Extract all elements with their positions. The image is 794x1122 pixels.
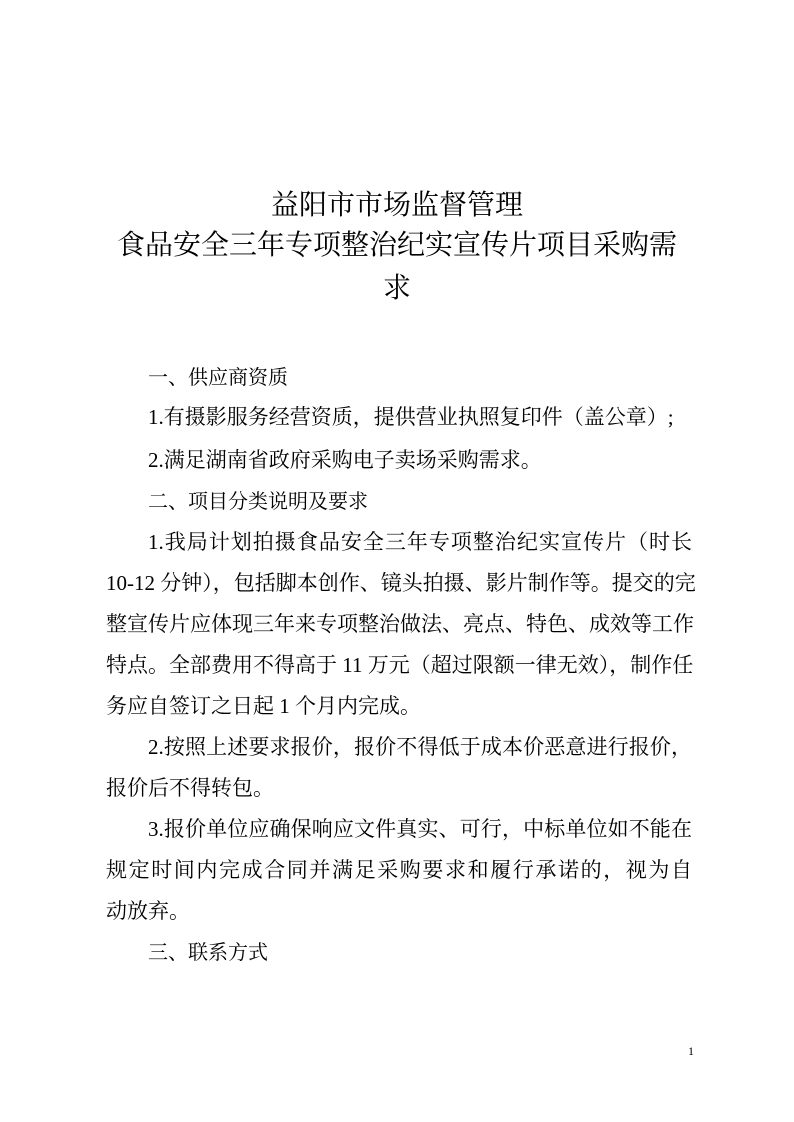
title-line-2: 食品安全三年专项整治纪实宣传片项目采购需 <box>116 228 677 261</box>
paragraph-line: 1.我局计划拍摄食品安全三年专项整治纪实宣传片（时长 <box>148 530 692 554</box>
paragraph-line: 整宣传片应体现三年来专项整治做法、亮点、特色、成效等工作 <box>106 612 694 636</box>
title-line-1: 益阳市市场监督管理 <box>270 188 523 221</box>
section-heading-3: 三、联系方式 <box>148 940 268 964</box>
list-item: 1.有摄影服务经营资质，提供营业执照复印件（盖公章）; <box>148 405 674 429</box>
paragraph-line: 2.按照上述要求报价，报价不得低于成本价恶意进行报价， <box>148 735 692 759</box>
paragraph-line: 3.报价单位应确保响应文件真实、可行，中标单位如不能在 <box>148 817 692 841</box>
list-item: 2.满足湖南省政府采购电子卖场采购需求。 <box>148 448 542 472</box>
paragraph-line: 动放弃。 <box>106 899 190 923</box>
paragraph-line: 务应自签订之日起 1 个月内完成。 <box>106 694 421 718</box>
page-number: 1 <box>688 1044 694 1058</box>
section-heading-1: 一、供应商资质 <box>148 365 288 389</box>
paragraph-line: 特点。全部费用不得高于 11 万元（超过限额一律无效），制作任 <box>106 653 694 677</box>
section-heading-2: 二、项目分类说明及要求 <box>148 489 368 513</box>
title-line-3: 求 <box>382 271 411 304</box>
paragraph-line: 报价后不得转包。 <box>106 776 274 800</box>
paragraph-line: 10-12 分钟），包括脚本创作、镜头拍摄、影片制作等。提交的完 <box>106 571 696 595</box>
paragraph-line: 规定时间内完成合同并满足采购要求和履行承诺的，视为自 <box>106 858 692 882</box>
